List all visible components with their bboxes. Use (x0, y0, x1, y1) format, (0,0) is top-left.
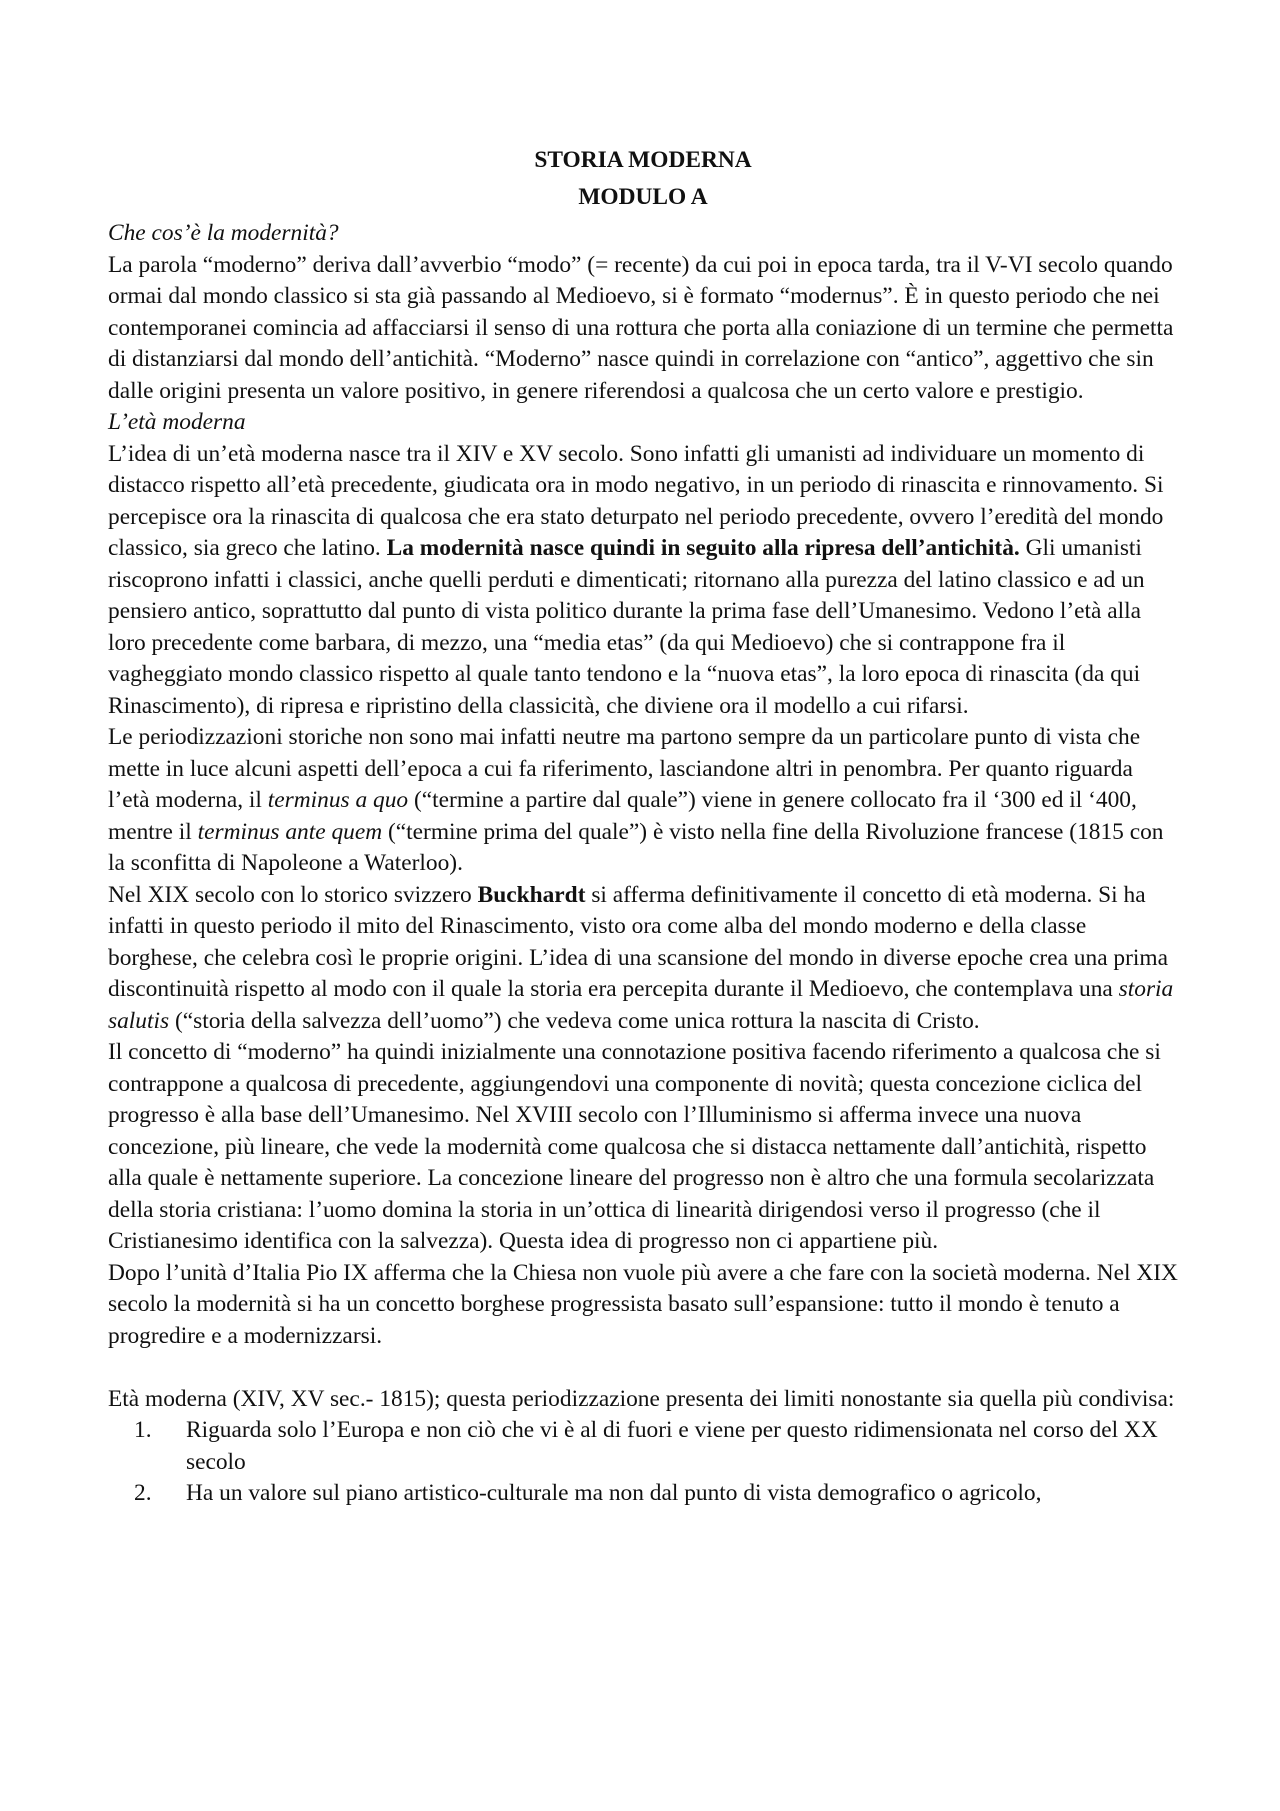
section-heading-modernita: Che cos’è la modernità? (108, 220, 339, 246)
paragraph-moderno-etimologia: La parola “moderno” deriva dall’avverbio “modo” (= recente) da cui poi in epoca tarda, tra il V-VI secolo quando ormai dal mondo classico si sta già passando al Medioevo, si è formato “modernus”. È in questo periodo che nei contemporanei comincia ad affacciarsi il senso di una rottura che porta alla coniazione di un termine che permetta di distanziarsi dal mondo dell’antichità. “Moderno” nasce quindi in correlazione con “antico”, aggettivo che sin dalle origini presenta un valore positivo, in genere riferendosi a qualcosa che un certo valore e prestigio. (108, 251, 1174, 404)
list-item-text: Ha un valore sul piano artistico-culturale ma non dal punto di vista demografico o agricolo, (186, 1480, 1042, 1506)
bold-name: Buckhardt (477, 881, 586, 908)
list-item-number: 2. (134, 1480, 152, 1506)
document-title: STORIA MODERNA (534, 147, 752, 173)
italic-term: terminus ante quem (197, 818, 383, 845)
paragraph-spacer (108, 1352, 1178, 1384)
paragraph-periodizzazioni (108, 722, 1178, 880)
paragraph-text: Le periodizzazioni storiche non sono mai infatti neutre ma partono sempre da un particolare punto di vista che mette in luce alcuni aspetti dell’epoca a cui fa riferimento, lasciandone altri in penombra. Per quanto riguarda l’età moderna, il (108, 724, 1141, 813)
list-item-number: 1. (134, 1417, 152, 1443)
italic-term: terminus a quo (267, 787, 409, 813)
section-heading-eta-moderna: L’età moderna (108, 409, 246, 435)
document-page (108, 145, 1178, 1510)
paragraph-concetto-moderno: Il concetto di “moderno” ha quindi inizialmente una connotazione positiva facendo riferimento a qualcosa che si contrappone a qualcosa di precedente, aggiungendovi una componente di novità; questa concezione ciclica del progresso è alla base dell’Umanesimo. Nel XVIII secolo con l’Illuminismo si afferma invece una nuova concezione, più lineare, che vede la modernità come qualcosa che si distacca nettamente dall’antichità, rispetto alla quale è nettamente superiore. La concezione lineare del progresso non è altro che una formula secolarizzata della storia cristiana: l’uomo domina la storia in un’ottica di linearità dirigendosi verso il progresso (che il Cristianesimo identifica con la salvezza). Questa idea di progresso non ci appartiene più. (108, 1039, 1161, 1254)
paragraph-text: Nel XIX secolo con lo storico svizzero (108, 881, 478, 908)
italic-term: storia salutis (108, 976, 1174, 1034)
list-item (108, 1478, 1178, 1510)
paragraph-idea-eta-moderna (108, 439, 1178, 723)
paragraph-text: (“storia della salvezza dell’uomo”) che vedeva come unica rottura la nascita di Cristo. (169, 1007, 980, 1034)
paragraph-periodizzazione-limiti: Età moderna (XIV, XV sec.- 1815); questa periodizzazione presenta dei limiti nonostante sia quella più condivisa: (108, 1385, 1175, 1412)
list-item (108, 1415, 1178, 1478)
paragraph-text: (“termine prima del quale”) è visto nella fine della Rivoluzione francese (1815 con la sconfitta di Napoleone a Waterloo). (108, 818, 1164, 876)
paragraph-pio-ix: Dopo l’unità d’Italia Pio IX afferma che la Chiesa non vuole più avere a che fare con la società moderna. Nel XIX secolo la modernità si ha un concetto borghese progressista basato sull’espansione: tutto il mondo è tenuto a progredire e a modernizzarsi. (108, 1259, 1178, 1349)
limits-list (108, 1415, 1178, 1510)
bold-emphasis: La modernità nasce quindi in seguito alla ripresa dell’antichità. (386, 535, 1020, 561)
paragraph-text: L’idea di un’età moderna nasce tra il XIV e XV secolo. Sono infatti gli umanisti ad individuare un momento di distacco rispetto all’età precedente, giudicata ora in modo negativo, in un periodo di rinascita e rinnovamento. Si percepisce ora la rinascita di qualcosa che era stato deturpato nel periodo precedente, ovvero l’eredità del mondo classico, sia greco che latino. (108, 440, 1164, 561)
paragraph-buckhardt (108, 880, 1178, 1038)
paragraph-text: (“termine a partire dal quale”) viene in genere collocato fra il ‘300 ed il ‘400, mentre il (108, 787, 1137, 845)
paragraph-text: si afferma definitivamente il concetto di età moderna. Si ha infatti in questo periodo il mito del Rinascimento, visto ora come alba del mondo moderno e della classe borghese, che celebra così le proprie origini. L’idea di una scansione del mondo in diverse epoche crea una prima discontinuità rispetto al modo con il quale la storia era percepita durante il Medioevo, che contemplava una (108, 881, 1168, 1002)
list-item-text: Riguarda solo l’Europa e non ciò che vi è al di fuori e viene per questo ridimensionata nel corso del XX secolo (186, 1417, 1158, 1475)
paragraph-text: Gli umanisti riscoprono infatti i classici, anche quelli perduti e dimenticati; ritornano alla purezza del latino classico e ad un pensiero antico, soprattutto dal punto di vista politico durante la prima fase dell’Umanesimo. Vedono l’età alla loro precedente come barbara, di mezzo, una “media etas” (da qui Medioevo) che si contrappone fra il vagheggiato mondo classico rispetto al quale tanto tendono e la “nuova etas”, la loro epoca di rinascita (da qui Rinascimento), di ripresa e ripristino della classicità, che diviene ora il modello a cui rifarsi. (108, 535, 1145, 719)
document-subtitle: MODULO A (578, 183, 708, 210)
